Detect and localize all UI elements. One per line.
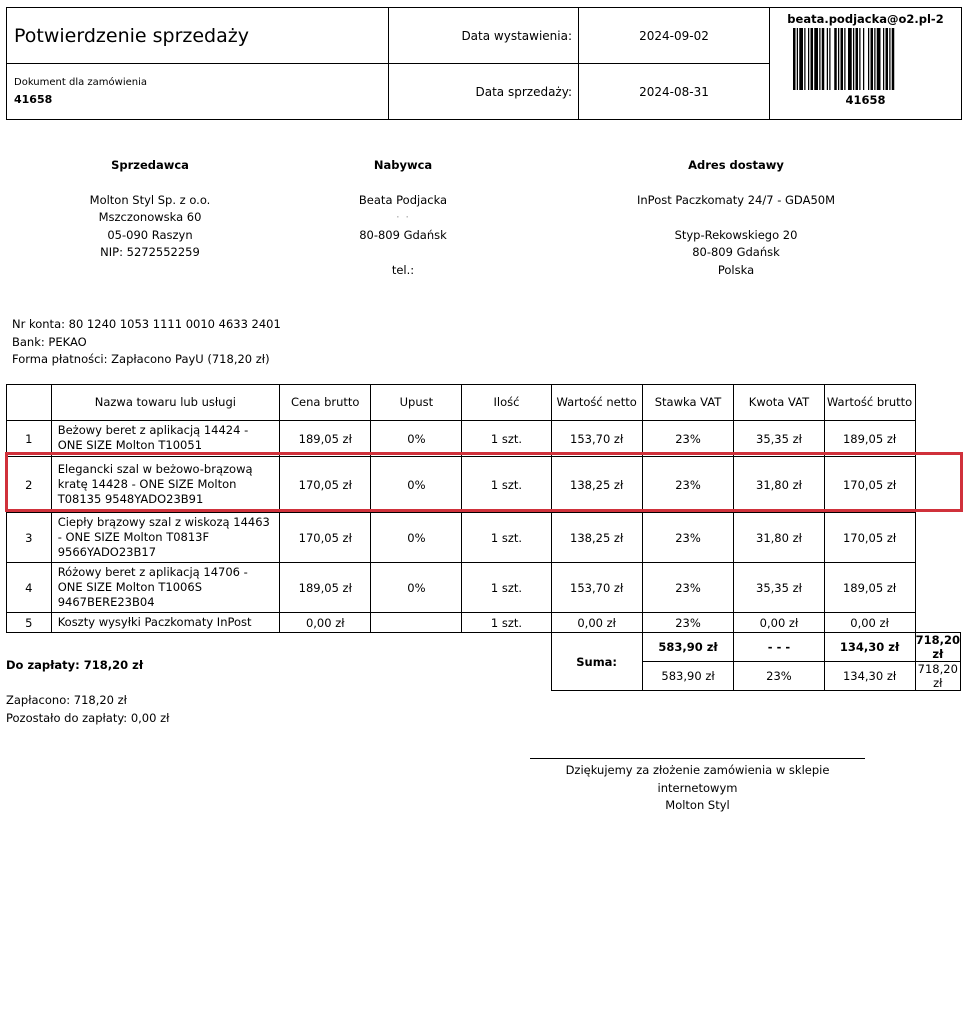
buyer-city: 80-809 Gdańsk [359, 227, 447, 242]
row-no: 2 [7, 457, 52, 513]
row-gross: 189,05 zł [824, 563, 915, 613]
row-price: 170,05 zł [280, 513, 371, 563]
row-vat: 0,00 zł [734, 613, 824, 633]
row-net: 153,70 zł [551, 421, 642, 457]
barcode-bar [838, 28, 839, 90]
barcode-bar [848, 28, 852, 90]
barcode-bar [885, 28, 888, 90]
barcode-bar [891, 28, 894, 90]
thanks-line-1: Dziękujemy za złożenie zamówienia w sklepie [565, 763, 830, 777]
barcode-bar [814, 28, 818, 90]
barcode-bar [868, 28, 869, 90]
row-qty: 1 szt. [462, 613, 551, 633]
table-row [7, 563, 961, 613]
row-gross: 0,00 zł [824, 613, 915, 633]
buyer-heading: Nabywca [373, 158, 433, 172]
items-table [6, 384, 961, 691]
row-no: 1 [7, 421, 52, 457]
to-pay: Do zapłaty: 718,20 zł [6, 658, 144, 672]
barcode-bar [889, 28, 890, 90]
payment-method: Forma płatności: Zapłacono PayU (718,20 zł) [12, 352, 270, 366]
row-name: Koszty wysyłki Paczkomaty InPost [51, 613, 279, 633]
items-header-row [7, 385, 961, 421]
sale-date-label: Data sprzedaży: [389, 64, 579, 120]
barcode-bar [808, 28, 809, 90]
barcode-email: beata.podjacka@o2.pl-2 [787, 12, 944, 26]
row-name: Różowy beret z aplikacją 14706 - ONE SIZE Molton T1006S 9467BERE23B04 [51, 563, 279, 613]
barcode-bar [853, 28, 854, 90]
delivery-line: InPost Paczkomaty 24/7 - GDA50M [637, 192, 835, 207]
row-price: 0,00 zł [280, 613, 371, 633]
remaining: Pozostało do zapłaty: 0,00 zł [6, 710, 170, 725]
row-discount: 0% [371, 421, 462, 457]
row-name: Ciepły brązowy szal z wiskozą 14463 - ONE SIZE Molton T0813F 9566YADO23B17 [51, 513, 279, 563]
row-gross: 170,05 zł [824, 513, 915, 563]
sum23-net: 583,90 zł [642, 662, 734, 691]
sum23-gross: 718,20 zł [915, 662, 960, 691]
row-vat-rate: 23% [642, 457, 734, 513]
barcode-bar [863, 28, 864, 90]
row-discount: 0% [371, 563, 462, 613]
row-price: 170,05 zł [280, 457, 371, 513]
row-price: 189,05 zł [280, 421, 371, 457]
col-header-qty: Ilość [462, 385, 551, 421]
row-vat: 35,35 zł [734, 421, 824, 457]
row-net: 0,00 zł [551, 613, 642, 633]
delivery-heading: Adres dostawy [688, 158, 784, 172]
barcode-bar [834, 28, 837, 90]
buyer-redacted-address: · · [396, 210, 410, 224]
row-net: 138,25 zł [551, 513, 642, 563]
row-qty: 1 szt. [462, 563, 551, 613]
barcode-bar [804, 28, 805, 90]
sum-net: 583,90 zł [642, 633, 734, 662]
signature-line [530, 758, 865, 759]
barcode-bar [810, 28, 813, 90]
bank-account: Nr konta: 80 1240 1053 1111 0010 4633 2401 [12, 317, 281, 331]
row-vat-rate: 23% [642, 613, 734, 633]
row-gross: 189,05 zł [824, 421, 915, 457]
barcode-bar [844, 28, 845, 90]
row-discount: 0% [371, 513, 462, 563]
buyer-block [303, 157, 503, 279]
barcode-bar [799, 28, 803, 90]
row-no: 4 [7, 563, 52, 613]
row-vat-rate: 23% [642, 513, 734, 563]
col-header-net: Wartość netto [551, 385, 642, 421]
bank-name: Bank: PEKAO [12, 334, 87, 349]
row-name: Elegancki szal w beżowo-brązową kratę 14428 - ONE SIZE Molton T08135 9548YADO23B91 [51, 457, 279, 513]
delivery-line: Polska [717, 262, 755, 277]
seller-line: 05-090 Raszyn [107, 227, 193, 242]
row-net: 138,25 zł [551, 457, 642, 513]
barcode-bar [796, 28, 797, 90]
row-vat: 31,80 zł [734, 457, 824, 513]
barcode-bar [840, 28, 843, 90]
row-no: 5 [7, 613, 52, 633]
col-header-vat-rate: Stawka VAT [642, 385, 734, 421]
thanks-line-2: internetowym [657, 780, 738, 795]
paid: Zapłacono: 718,20 zł [6, 693, 127, 707]
col-header-gross: Wartość brutto [824, 385, 915, 421]
barcode-block [770, 8, 962, 120]
row-net: 153,70 zł [551, 563, 642, 613]
row-qty: 1 szt. [462, 457, 551, 513]
row-vat-rate: 23% [642, 421, 734, 457]
issue-date-label: Data wystawienia: [389, 8, 579, 64]
row-discount [371, 613, 462, 633]
sum-vat: 134,30 zł [824, 633, 915, 662]
barcode-bar [793, 28, 796, 90]
document-header [6, 7, 962, 120]
seller-line: NIP: 5272552259 [100, 245, 200, 259]
sum-gross: 718,20 zł [915, 633, 960, 661]
col-header-vat: Kwota VAT [734, 385, 824, 421]
barcode-bar [826, 28, 827, 90]
payment-info [12, 316, 281, 369]
order-doc-label: Dokument dla zamówienia [14, 77, 147, 88]
sale-date-value: 2024-08-31 [579, 64, 770, 120]
col-header-name: Nazwa towaru lub usługi [51, 385, 279, 421]
row-price: 189,05 zł [280, 563, 371, 613]
delivery-line: Styp-Rekowskiego 20 [674, 227, 798, 242]
row-vat: 31,80 zł [734, 513, 824, 563]
sum-label: Suma: [551, 633, 642, 691]
order-doc-cell [7, 64, 389, 120]
seller-heading: Sprzedawca [111, 158, 189, 172]
totals-block [6, 657, 169, 727]
row-name-text: Beżowy beret z aplikacją 14424 - ONE SIZE Molton T10051 [57, 423, 249, 452]
col-header-discount: Upust [371, 385, 462, 421]
barcode-number: 41658 [845, 93, 886, 107]
barcode-bar [855, 28, 858, 90]
table-row [7, 513, 961, 563]
buyer-name: Beata Podjacka [358, 192, 448, 207]
issue-date-value: 2024-09-02 [579, 8, 770, 64]
sum-vat-rate: - - - [734, 633, 824, 662]
barcode-image [791, 28, 941, 90]
barcode-bar [876, 28, 880, 90]
order-doc-number: 41658 [14, 93, 53, 106]
highlight-box [5, 452, 963, 512]
sum23-vat-rate: 23% [734, 662, 824, 691]
barcode-bar [870, 28, 873, 90]
barcode-bar [874, 28, 875, 90]
row-qty: 1 szt. [462, 421, 551, 457]
row-vat-rate: 23% [642, 563, 734, 613]
barcode-bar [883, 28, 884, 90]
barcode-bar [819, 28, 820, 90]
sum23-vat: 134,30 zł [824, 662, 915, 691]
thanks-note [530, 762, 865, 815]
seller-block [50, 157, 250, 262]
row-discount: 0% [371, 457, 462, 513]
seller-line: Mszczonowska 60 [98, 210, 202, 224]
document-title: Potwierdzenie sprzedaży [7, 8, 389, 64]
delivery-block [610, 157, 862, 279]
seller-line: Molton Styl Sp. z o.o. [89, 192, 211, 207]
thanks-line-3: Molton Styl [665, 798, 730, 812]
barcode-bar [821, 28, 824, 90]
row-vat: 35,35 zł [734, 563, 824, 613]
row-no: 3 [7, 513, 52, 563]
row-qty: 1 szt. [462, 513, 551, 563]
col-header-price: Cena brutto [280, 385, 371, 421]
barcode-bar [859, 28, 860, 90]
table-row [7, 613, 961, 633]
col-header-no [7, 385, 52, 421]
buyer-phone: tel.: [391, 262, 415, 277]
row-gross: 170,05 zł [824, 457, 915, 513]
delivery-line: 80-809 Gdańsk [692, 245, 780, 259]
barcode-bar [829, 28, 830, 90]
